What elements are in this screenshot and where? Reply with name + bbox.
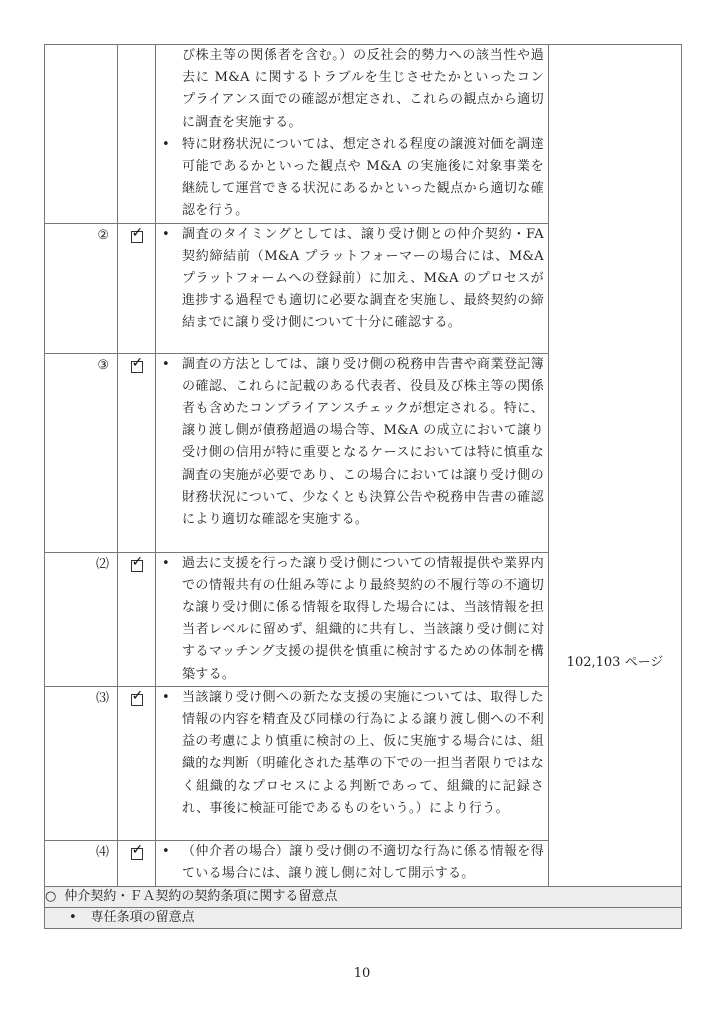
check-cell [118,552,156,686]
section-heading-row [45,886,682,907]
checklist-table [44,44,682,929]
section-heading-text: 仲介契約・ＦＡ契約の契約条項に関する留意点 [64,888,338,904]
bullet-dot-icon: • [162,555,170,571]
checked-checkbox-icon[interactable]: ✓ [131,553,144,570]
item-number [45,45,118,224]
bullet-dot-icon: • [162,356,170,372]
item-description [156,686,549,840]
item-description [156,45,549,224]
bullet-text: 当該譲り受け側への新たな支援の実施については、取得した情報の内容を精査及び同様の行為による譲り渡し側への不利益の考慮により慎重に検討の上、仮に実施する場合には、組織的な判断（明確化された基準の下での一担当者限りではなく組織的なプロセスによる判断であって、組織的に記録され、事後に検証可能であるものをいう。）により行う。 [182,689,544,816]
bullet-dot-icon: • [69,909,77,925]
checked-checkbox-icon[interactable]: ✓ [131,224,144,241]
page-number: 10 [353,966,371,981]
subsection-text: 専任条項の留意点 [90,909,195,925]
bullet-dot-icon: • [162,689,170,705]
item-number: ③ [45,353,118,552]
check-cell [118,223,156,353]
bullet-item [156,354,544,532]
check-cell [118,686,156,840]
bullet-item [156,841,544,885]
subsection-heading [45,907,682,928]
bullet-item [156,134,544,223]
checklist-row [45,45,682,224]
bullet-dot-icon: • [162,843,170,859]
item-number: ② [45,223,118,353]
item-number: ⑶ [45,686,118,840]
bullet-item [156,45,544,134]
bullet-list [156,553,548,686]
bullet-list [156,687,548,820]
item-description [156,223,549,353]
bullet-text: 調査のタイミングとしては、譲り受け側との仲介契約・FA 契約締結前（M&A プラットフォーマーの場合には、M&A プラットフォームへの登録前）に加え、M&A のプロセスが進捗する過程でも適切に必要な調査を実施し、最終契約の締結までに譲り受け側について十分に確認する。 [182,226,544,331]
page-reference [549,45,682,887]
bullet-item [156,687,544,820]
item-description [156,552,549,686]
item-number: ⑵ [45,552,118,686]
bullet-item [156,553,544,686]
bullet-list [156,224,548,335]
check-cell [118,45,156,224]
bullet-text: 調査の方法としては、譲り受け側の税務申告書や商業登記簿の確認、これらに記載のある代表者、役員及び株主等の関係者も含めたコンプライアンスチェックが想定される。特に、譲り渡し側が債務超過の場合等、M&A の成立において譲り受け側の信用が特に重要となるケースにおいては特に慎重な調査の実施が必要であり、この場合においては譲り受け側の財務状況について、少なくとも決算公告や税務申告書の確認により適切な確認を実施する。 [182,356,544,528]
bullet-item [156,224,544,335]
bullet-dot-icon: • [162,226,170,242]
bullet-dot-icon: • [162,136,170,152]
bullet-text: （仲介者の場合）譲り受け側の不適切な行為に係る情報を得ている場合には、譲り渡し側に対して開示する。 [182,843,544,882]
bullet-text: び株主等の関係者を含む。）の反社会的勢力への該当性や過去に M&A に関するトラブルを生じさせたかといったコンプライアンス面での確認が想定され、これらの観点から適切に調査を実施する。 [182,48,544,130]
bullet-text: 過去に支援を行った譲り受け側についての情報提供や業界内での情報共有の仕組み等により最終契約の不履行等の不適切な譲り受け側に係る情報を取得した場合には、当該情報を担当者レベルに留めず、組織的に共有し、当該譲り受け側に対するマッチング支援の提供を慎重に検討するための体制を構築する。 [182,555,544,682]
circle-icon: ○ [45,888,57,904]
checklist-body [45,45,682,929]
bullet-text: 特に財務状況については、想定される程度の譲渡対価を調達可能であるかといった観点や M&A の実施後に対象事業を継続して運営できる状況にあるかといった観点から適切な確認を行う。 [182,136,544,219]
checked-checkbox-icon[interactable]: ✓ [131,841,144,858]
checked-checkbox-icon[interactable]: ✓ [131,687,144,704]
bullet-list [156,354,548,532]
item-number: ⑷ [45,840,118,886]
check-cell [118,840,156,886]
bullet-list [156,45,548,223]
item-description [156,840,549,886]
checked-checkbox-icon[interactable]: ✓ [131,354,144,371]
page-reference-text: 102,103 ページ [566,654,664,670]
bullet-list [156,841,548,885]
section-heading [45,886,682,907]
subsection-row [45,907,682,928]
check-cell [118,353,156,552]
item-description [156,353,549,552]
